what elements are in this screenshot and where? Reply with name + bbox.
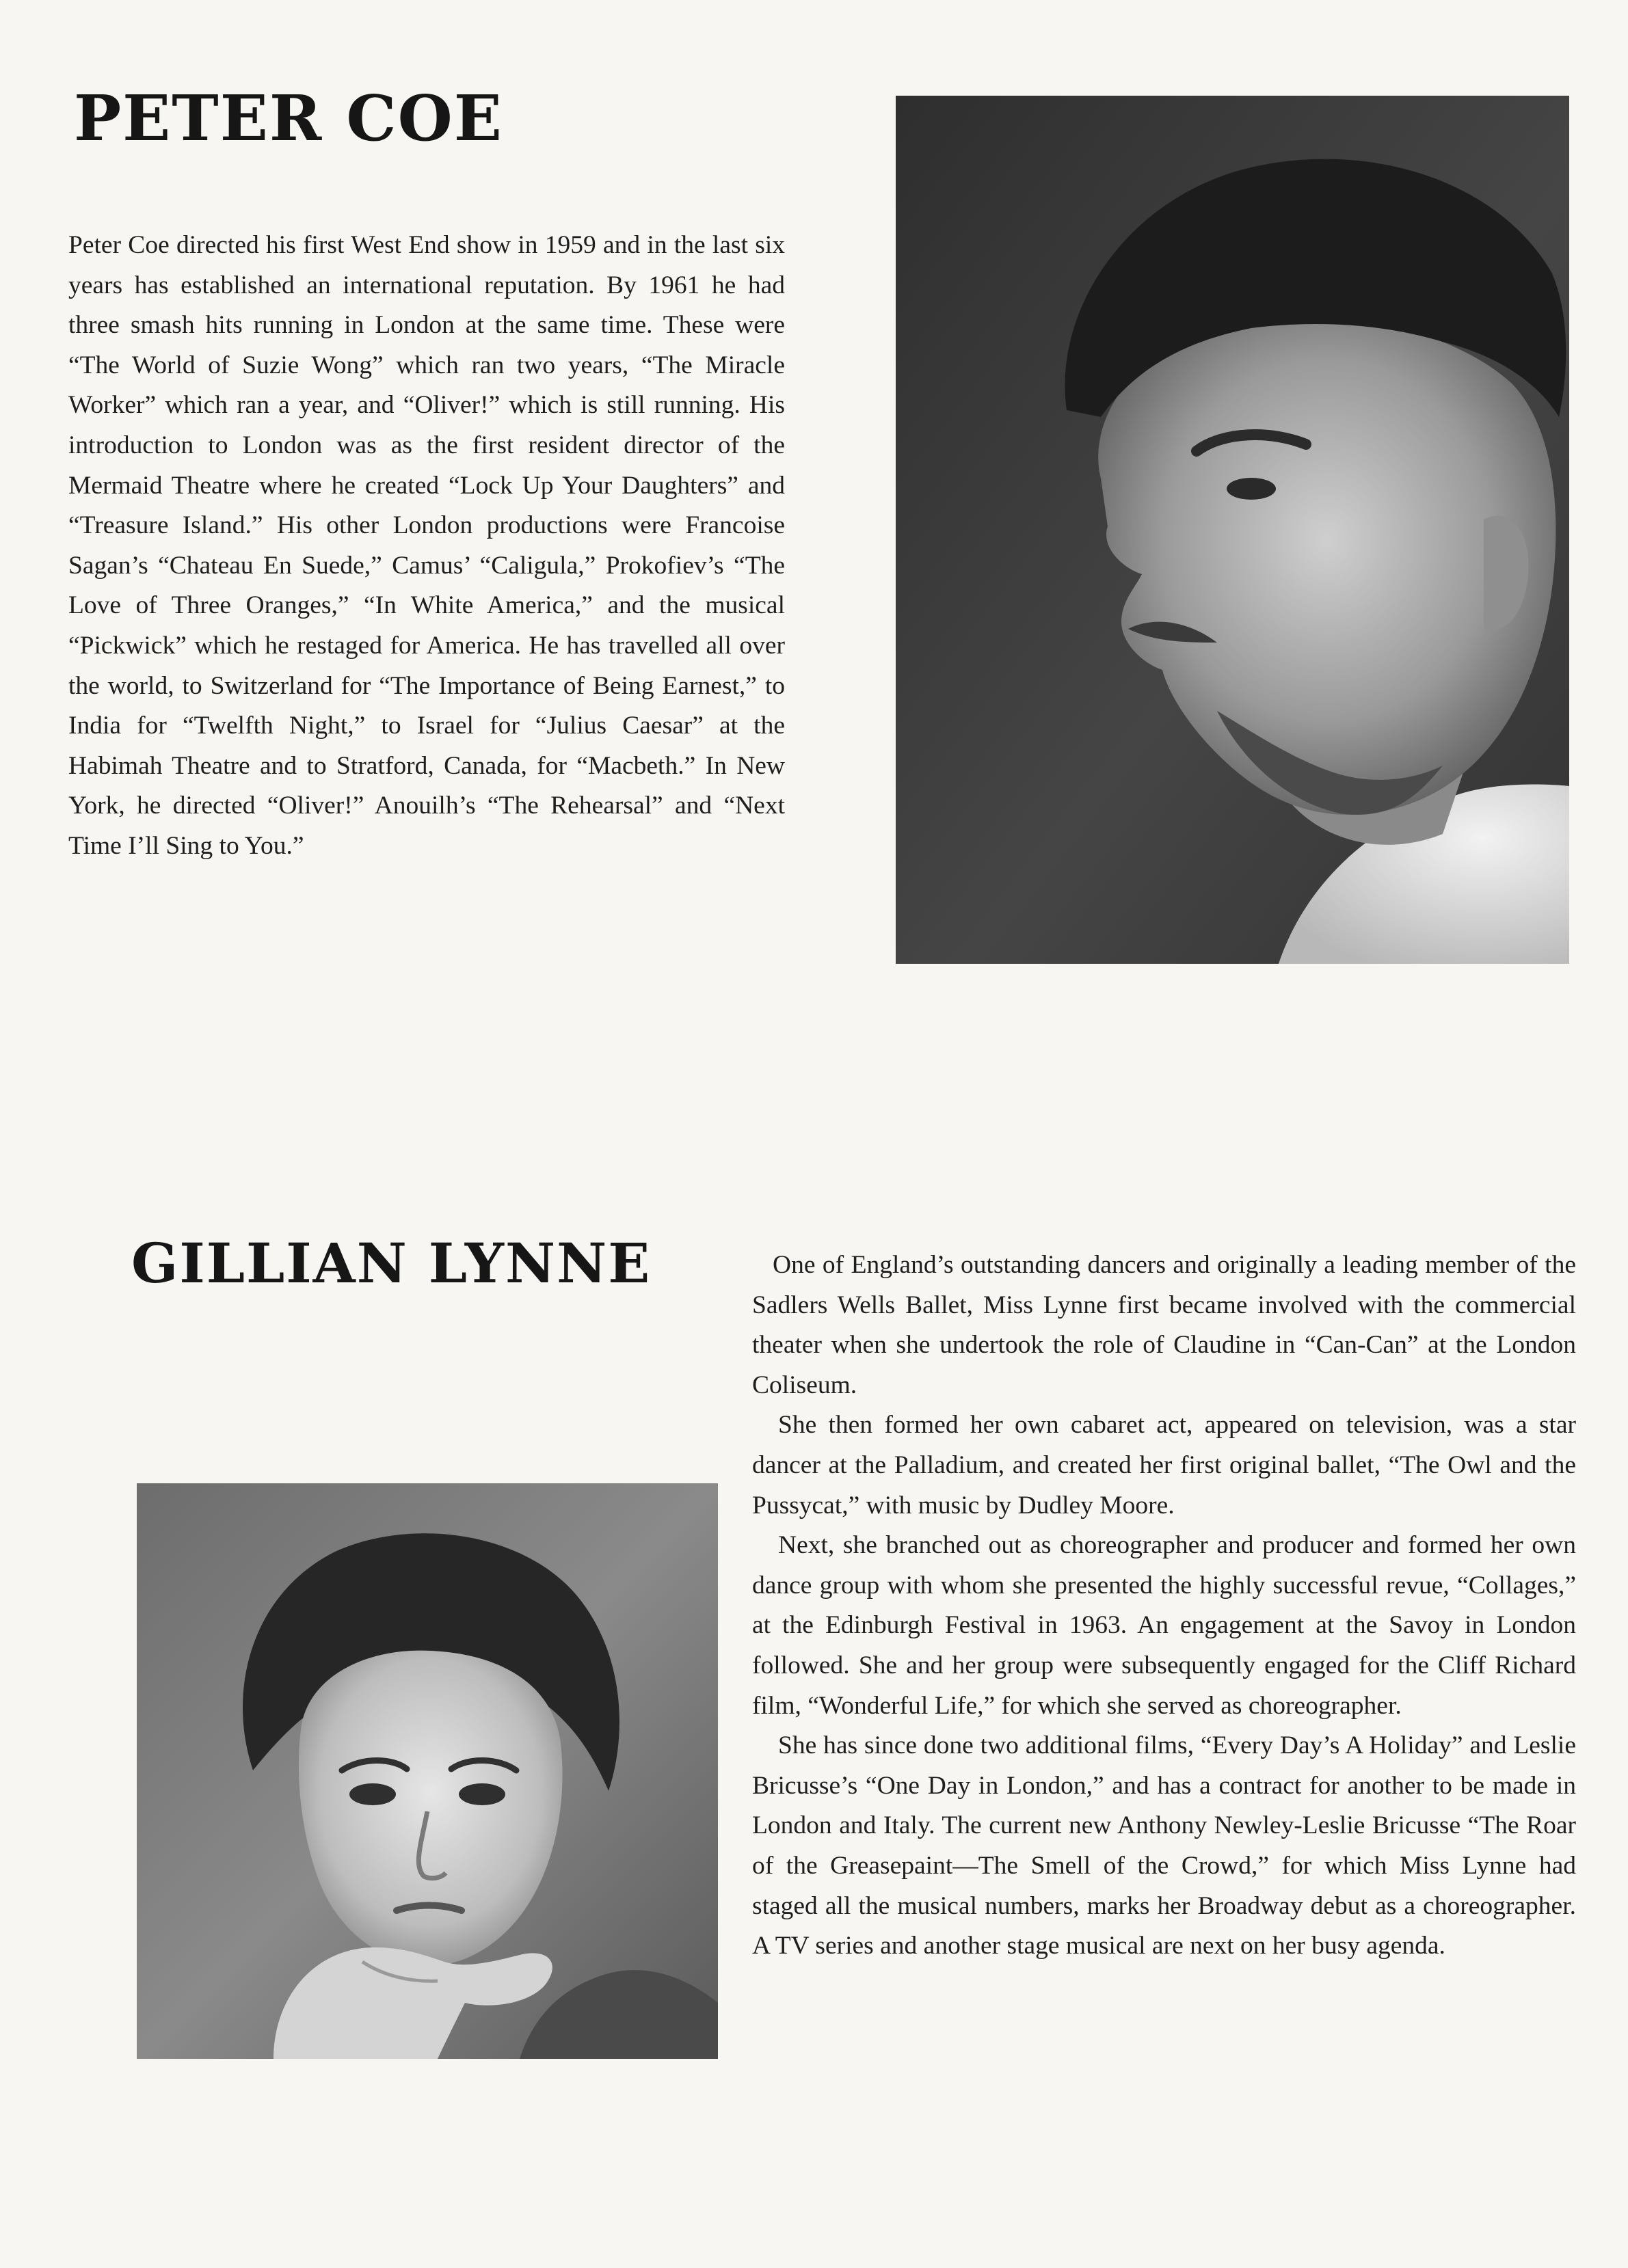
peter-coe-heading: PETER COE xyxy=(74,81,503,155)
gillian-lynne-bio-paragraph: One of England’s outstanding dancers and originally a leading member of the Sadlers Wells Ballet, Miss Lynne first became involved with the commercial theater when she undertook the role of Claudine in “Can-Can” at the London Coliseum. xyxy=(752,1251,1576,1399)
portrait-photo-icon xyxy=(137,1483,718,2059)
peter-coe-photo xyxy=(896,96,1569,964)
gillian-lynne-photo xyxy=(137,1483,718,2059)
gillian-lynne-heading: GILLIAN LYNNE xyxy=(131,1231,652,1295)
gillian-lynne-bio xyxy=(752,1245,1576,1967)
gillian-lynne-bio-paragraph: Next, she branched out as choreographer and producer and formed her own dance group with whom she presented the highly successful revue, “Collages,” at the Edinburgh Festival in 1963. An engagement at the Savoy in London followed. She and her group were subsequently engaged for the Cliff Richard film, “Wonderful Life,” for which she served as choreographer. xyxy=(752,1531,1576,1720)
peter-coe-bio xyxy=(68,226,785,867)
peter-coe-bio-text: Peter Coe directed his first West End show in 1959 and in the last six years has established an international reputation. By 1961 he had three smash hits running in London at the same time. These were “The World of Suzie Wong” which ran two years, “The Miracle Worker” which ran a year, and “Oliver!” which is still running. His introduction to London was as the first resident director of the Mermaid Theatre where he created “Lock Up Your Daughters” and “Treasure Island.” His other London productions were Francoise Sagan’s “Chateau En Suede,” Camus’ “Caligula,” Prokofiev’s “The Love of Three Oranges,” “In White America,” and the musical “Pickwick” which he restaged for America. He has travelled all over the world, to Switzerland for “The Importance of Being Earnest,” to India for “Twelfth Night,” to Israel for “Julius Caesar” at the Habimah Theatre and to Stratford, Canada, for “Macbeth.” In New York, he directed “Oliver!” Anouilh’s “The Rehearsal” and “Next Time I’ll Sing to You.” xyxy=(68,231,785,860)
portrait-photo-icon xyxy=(896,96,1569,964)
gillian-lynne-bio-paragraph: She has since done two additional films, “Every Day’s A Holiday” and Leslie Bricusse’s “One Day in London,” and has a contract for another to be made in London and Italy. The current new Anthony Newley-Leslie Bricusse “The Roar of the Greasepaint—The Smell of the Crowd,” for which Miss Lynne had staged all the musical numbers, marks her Broadway debut as a choreographer. A TV series and another stage musical are next on her busy agenda. xyxy=(752,1731,1576,1960)
gillian-lynne-bio-paragraph: She then formed her own cabaret act, appeared on television, was a star dancer at the Palladium, and created her first original ballet, “The Owl and the Pussycat,” with music by Dudley Moore. xyxy=(752,1411,1576,1520)
